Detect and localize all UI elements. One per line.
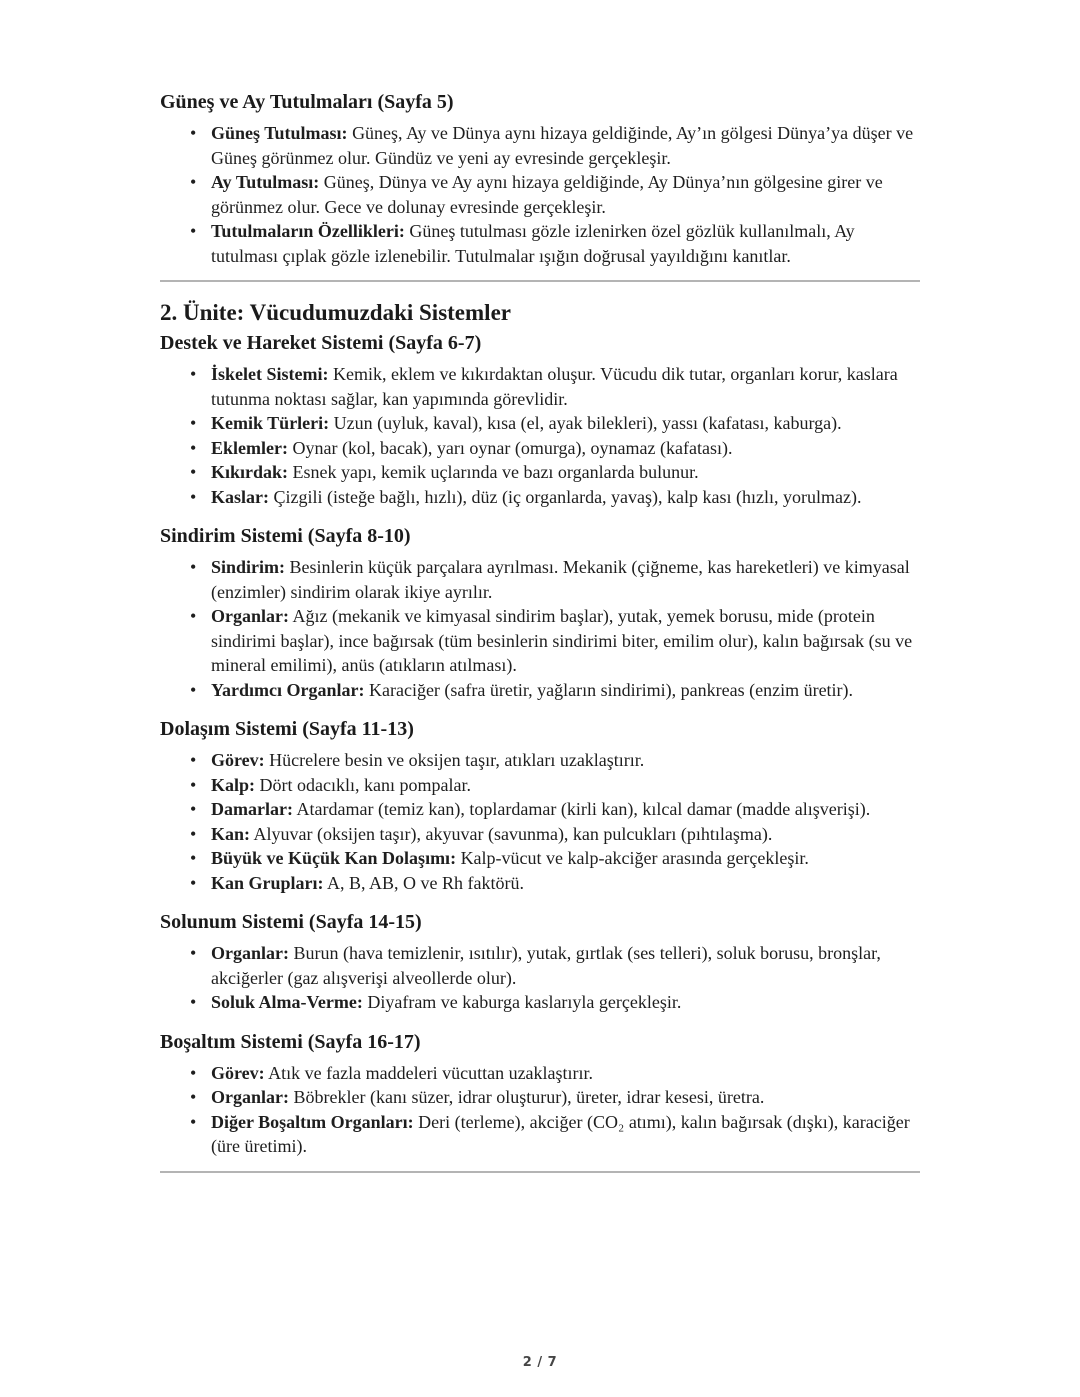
bullet-list <box>160 555 920 702</box>
item-text: Deri (terleme), akciğer (CO₂ atımı), kalın bağırsak (dışkı), karaciğer (üre üretimi). <box>211 1111 910 1156</box>
section-heading: Güneş ve Ay Tutulmaları (Sayfa 5) <box>160 91 454 113</box>
item-text: Ağız (mekanik ve kimyasal sindirim başlar), yutak, yemek borusu, mide (protein sindirimi başlar), ince bağırsak (tüm besinlerin sindirimi biter, emilim olur), kalın bağırsak (su ve mineral emilimi), anüs (atıkların atılması). <box>211 606 913 675</box>
section-gunes-ay-tutulmalari <box>160 89 920 268</box>
item-label: Organlar: <box>211 606 289 626</box>
page-number: 2 / 7 <box>522 1355 558 1370</box>
item-text: Güneş, Dünya ve Ay aynı hizaya geldiğinde, Ay Dünya’nın gölgesine girer ve görünmez olur. Gece ve dolunay evresinde gerçekleşir. <box>211 172 883 217</box>
item-label: Görev: <box>211 750 265 770</box>
unit-title: 2. Ünite: Vücudumuzdaki Sistemler <box>160 300 511 325</box>
item-label: Kan: <box>211 823 251 844</box>
list-item <box>211 748 920 773</box>
item-label: Büyük ve Küçük Kan Dolaşımı: <box>211 848 457 868</box>
item-text: Güneş, Ay ve Dünya aynı hizaya geldiğinde, Ay’ın gölgesi Dünya’ya düşer ve Güneş görünmez olur. Gündüz ve yeni ay evresinde gerçekleşir. <box>211 123 914 168</box>
list-item <box>211 871 920 896</box>
item-text: Atık ve fazla maddeleri vücuttan uzaklaştırır. <box>268 1062 594 1083</box>
item-text: Dört odacıklı, kanı pompalar. <box>259 774 471 795</box>
item-text: Böbrekler (kanı süzer, idrar oluşturur), üreter, idrar kesesi, üretra. <box>293 1087 765 1107</box>
item-text: Kemik, eklem ve kıkırdaktan oluşur. Vücudu dik tutar, organları korur, kaslara tutunma noktası sağlar, kan yapımında görevlidir. <box>211 364 898 409</box>
bullet-list <box>160 941 920 1015</box>
list-item <box>211 604 920 678</box>
section-heading: Dolaşım Sistemi (Sayfa 11-13) <box>160 718 414 740</box>
section-destek-hareket <box>160 330 920 509</box>
page-footer <box>0 1353 1080 1371</box>
item-text: Hücrelere besin ve oksijen taşır, atıkları uzaklaştırır. <box>269 750 645 770</box>
item-text: Burun (hava temizlenir, ısıtılır), yutak, gırtlak (ses telleri), soluk borusu, bronşlar, akciğerler (gaz alışverişi alveollerde olur). <box>211 943 881 988</box>
item-text: Besinlerin küçük parçalara ayrılması. Mekanik (çiğneme, kas hareketleri) ve kimyasal (enzimler) sindirim olarak ikiye ayrılır. <box>211 557 910 602</box>
list-item <box>211 555 920 604</box>
list-item <box>211 485 920 510</box>
item-label: Kan Grupları: <box>211 872 324 893</box>
list-item <box>211 411 920 436</box>
page-end-divider <box>160 1171 920 1173</box>
item-label: Damarlar: <box>211 799 293 819</box>
list-item <box>211 1085 920 1110</box>
list-item <box>211 773 920 798</box>
section-sindirim <box>160 523 920 702</box>
item-text: Atardamar (temiz kan), toplardamar (kirli kan), kılcal damar (madde alışverişi). <box>296 799 871 819</box>
item-label: Organlar: <box>211 1087 289 1107</box>
item-text: Esnek yapı, kemik uçlarında ve bazı organlarda bulunur. <box>292 462 699 482</box>
list-item <box>211 990 920 1015</box>
list-item <box>211 1110 920 1159</box>
item-label: Kemik Türleri: <box>211 413 330 433</box>
item-text: Uzun (uyluk, kaval), kısa (el, ayak bilekleri), yassı (kafatası, kaburga). <box>333 413 842 433</box>
bullet-list <box>160 121 920 268</box>
bullet-list <box>160 1061 920 1159</box>
item-label: Kalp: <box>211 774 256 795</box>
bullet-list <box>160 362 920 509</box>
item-label: Sindirim: <box>211 557 286 577</box>
item-label: Eklemler: <box>211 437 288 458</box>
list-item <box>211 362 920 411</box>
list-item <box>211 460 920 485</box>
item-label: Güneş Tutulması: <box>211 123 348 143</box>
bullet-list <box>160 748 920 895</box>
section-heading: Destek ve Hareket Sistemi (Sayfa 6-7) <box>160 332 482 354</box>
list-item <box>211 941 920 990</box>
item-label: Görev: <box>211 1062 265 1083</box>
item-text: Alyuvar (oksijen taşır), akyuvar (savunma), kan pulcukları (pıhtılaşma). <box>253 823 773 844</box>
item-label: Tutulmaların Özellikleri: <box>211 221 405 241</box>
list-item <box>211 678 920 703</box>
list-item <box>211 822 920 847</box>
list-item <box>211 846 920 871</box>
item-label: Kaslar: <box>211 486 269 507</box>
list-item <box>211 436 920 461</box>
section-heading: Boşaltım Sistemi (Sayfa 16-17) <box>160 1030 421 1053</box>
section-solunum <box>160 909 920 1015</box>
section-heading: Solunum Sistemi (Sayfa 14-15) <box>160 911 422 933</box>
item-label: İskelet Sistemi: <box>211 364 329 384</box>
item-text: A, B, AB, O ve Rh faktörü. <box>327 872 525 893</box>
section-heading: Sindirim Sistemi (Sayfa 8-10) <box>160 525 411 547</box>
item-label: Organlar: <box>211 943 289 963</box>
item-text: Kalp-vücut ve kalp-akciğer arasında gerçekleşir. <box>460 848 809 868</box>
list-item <box>211 219 920 268</box>
section-dolasim <box>160 716 920 895</box>
item-label: Yardımcı Organlar: <box>211 679 365 700</box>
item-label: Soluk Alma-Verme: <box>211 992 363 1012</box>
list-item <box>211 121 920 170</box>
item-label: Ay Tutulması: <box>211 172 320 192</box>
item-label: Kıkırdak: <box>211 462 289 482</box>
list-item <box>211 1061 920 1086</box>
list-item <box>211 797 920 822</box>
item-label: Diğer Boşaltım Organları: <box>211 1111 414 1132</box>
item-text: Çizgili (isteğe bağlı, hızlı), düz (iç organlarda, yavaş), kalp kası (hızlı, yorulmaz). <box>273 486 862 507</box>
list-item <box>211 170 920 219</box>
section-bosaltim <box>160 1029 920 1159</box>
item-text: Karaciğer (safra üretir, yağların sindirimi), pankreas (enzim üretir). <box>368 679 854 700</box>
section-divider <box>160 280 920 282</box>
item-text: Oynar (kol, bacak), yarı oynar (omurga), oynamaz (kafatası). <box>292 437 733 458</box>
item-text: Diyafram ve kaburga kaslarıyla gerçekleşir. <box>367 992 682 1012</box>
item-text: Güneş tutulması gözle izlenirken özel gözlük kullanılmalı, Ay tutulması çıplak gözle izlenebilir. Tutulmalar ışığın doğrusal yayıldığını kanıtlar. <box>211 221 855 266</box>
